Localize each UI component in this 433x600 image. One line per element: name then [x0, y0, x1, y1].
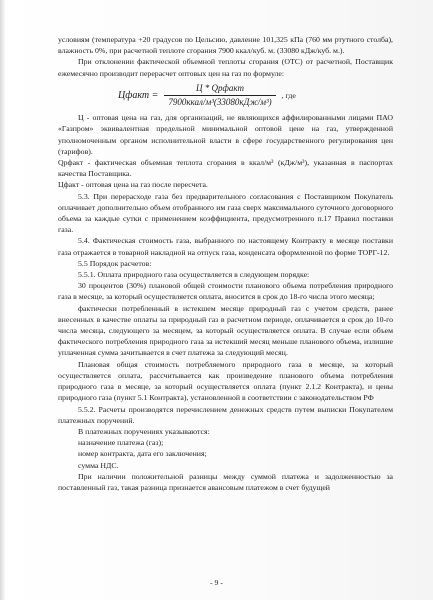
payment-orders-heading: В платежных поручениях указываются:	[78, 426, 210, 436]
definition-fact-price: Цфакт - оптовая цена на газ после пересчета.	[58, 180, 208, 190]
formula-where: , где	[281, 90, 296, 100]
formula-fraction	[164, 83, 275, 108]
paragraph-conditions: условиям (температура +20 градусов по Цельсию, давление 101,325 кПа (760 мм ртутного столба), влажность 0%, при расчетной теплоте сгорания 7900 ккал/куб. м. (33080 кДж/куб. м.).	[58, 35, 393, 56]
formula-lhs: Цфакт =	[118, 89, 159, 101]
formula-denominator: 7900ккал/м³(33080кДж/м³)	[164, 95, 275, 108]
formula-numerator: Ц * Qрфакт	[196, 82, 244, 93]
clause-5-3: 5.3. При перерасходе газа без предварительного согласования с Поставщиком Покупатель оплачивает дополнительно объем отобранного им газа сверх максимального суточного договорного объема за каждые сутки с применением коэффициента, предусмотренного п.17 Правил поставки газа.	[58, 191, 393, 235]
vat-amount: сумма НДС.	[78, 460, 119, 470]
clause-5-4: 5.4. Фактическая стоимость газа, выбранного по настоящему Контракту в месяце поставки газа отражается в товарной накладной на отпуск газа, конденсата оформленной по форме ТОРГ-12.	[58, 236, 393, 257]
clause-5-5: 5.5 Порядок расчетов:	[78, 258, 152, 268]
payment-actual: фактически потребленный в истекшем месяце природный газ с учетом средств, ранее внесенных в качестве оплаты за природный газ в расчетном периоде, оплачивается в срок до 10-го числа месяца, следующего за месяцем, за который осуществляется оплата. В случае если объем фактического потребления природного газа за истекший месяц меньше планового объема, излишне уплаченная сумма зачитывается в счет платежа за следующий месяц.	[58, 303, 393, 358]
contract-number: номер контракта, дата его заключения;	[78, 449, 207, 459]
paragraph-recalculation: При отклонении фактической объемной теплоты сгорания (ОТС) от расчетной, Поставщик ежемесячно производит перерасчет оптовых цен на газ по формуле:	[58, 57, 393, 78]
positive-difference: При наличии положительной разницы между суммой платежа и задолженностью за поставленный газ, такая разница признается авансовым платежом в счет будущей	[58, 471, 393, 492]
payment-purpose: назначение платежа (газ);	[78, 438, 164, 448]
clause-5-5-1: 5.5.1. Оплата природного газа осуществляется в следующем порядке:	[78, 270, 310, 280]
planned-cost: Плановая общая стоимость потребляемого природного газа в месяце, за который осуществляется оплата, рассчитывается как произведение планового объема потребления природного газа в месяце, за который осуществляется оплата (пункт 2.1.2 Контракта), и цены природного газа (пункт 5.1 Контракта), установленной в соответствии с законодательством РФ	[58, 359, 393, 403]
definition-price: Ц - оптовая цена на газ, для организаций, не являющихся аффилированными лицами ПАО «Газпром» эквивалентная предельной минимальной оптовой цене на газ, утвержденной уполномоченным органом исполнительной власти в сфере государственного регулирования цен (тарифов).	[58, 113, 393, 156]
clause-5-5-2: 5.5.2. Расчеты производятся перечислением денежных средств путем выписки Покупателем платежных поручений.	[58, 404, 393, 425]
page-number: - 9 -	[210, 578, 223, 587]
page-edge-shadow	[0, 0, 6, 600]
payment-30-percent: 30 процентов (30%) плановой общей стоимости планового объема потребления природного газа в месяце, за который осуществляется оплата, вносится в срок до 18-го числа этого месяца;	[58, 281, 393, 302]
document-body	[58, 34, 393, 493]
definition-heat-value: Qрфакт - фактическая объемная теплота сгорания в ккал/м³ (кДж/м³), указанная в паспортах качества Поставщика.	[58, 158, 393, 179]
price-formula	[118, 83, 393, 108]
